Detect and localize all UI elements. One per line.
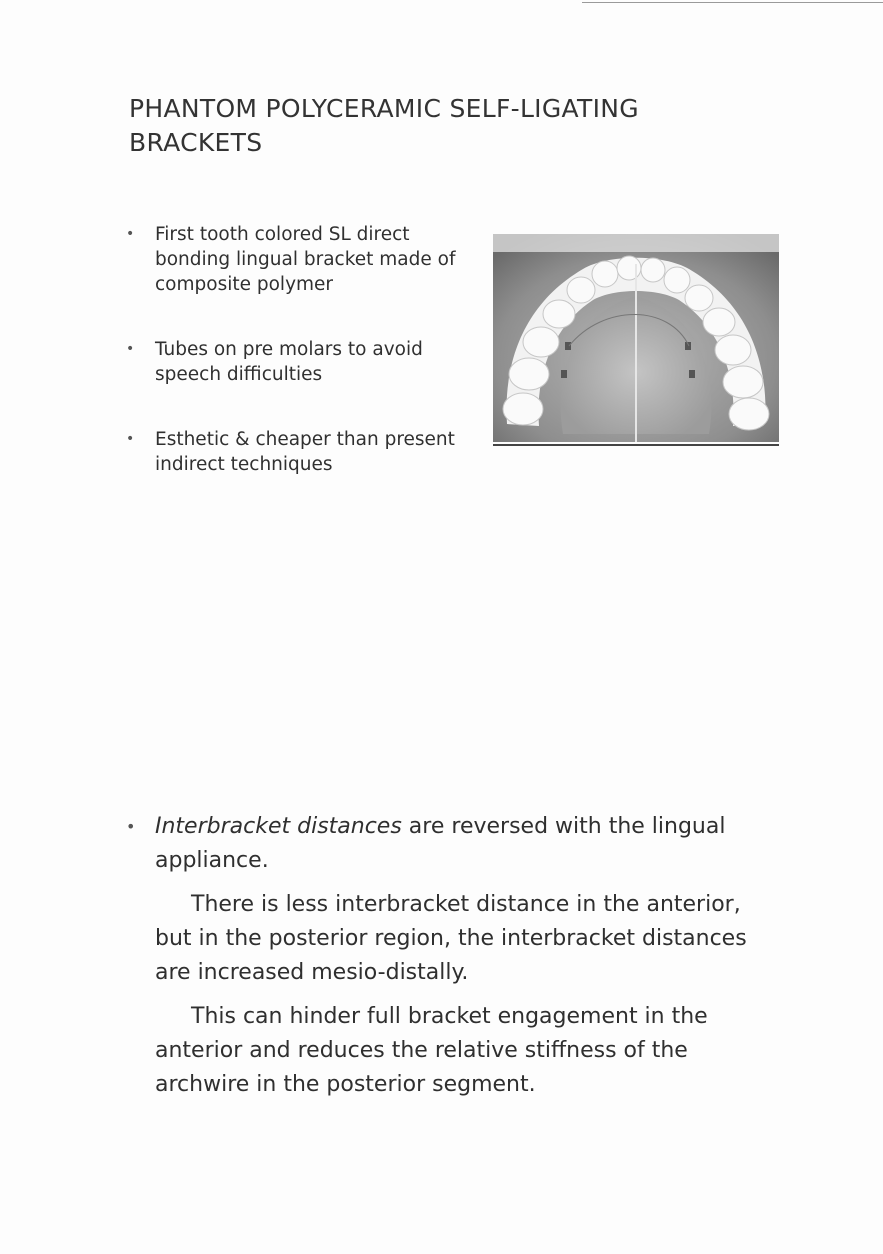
interbracket-statement: are reversed with the lingual appliance. (155, 814, 726, 873)
bullet-item (126, 222, 471, 297)
interbracket-section (126, 810, 776, 1102)
bullet-dot: • (126, 341, 135, 357)
paragraph-anterior-posterior: There is less interbracket distance in the anterior, but in the posterior region, the interbracket distances are increased mesio-distally. (155, 892, 747, 985)
bullet-dot: • (126, 431, 135, 447)
bullet-dot: • (126, 817, 136, 836)
page-title: PHANTOM POLYCERAMIC SELF-LIGATING BRACKETS (129, 94, 639, 157)
bullet-list (126, 222, 471, 517)
interbracket-bullet (126, 810, 776, 878)
interbracket-term: Interbracket distances (155, 814, 402, 839)
bullet-item (126, 427, 471, 477)
top-rule (582, 2, 883, 3)
bullet-item (126, 337, 471, 387)
lingual-bracket-photo (493, 234, 779, 446)
paragraph-engagement: This can hinder full bracket engagement in the anterior and reduces the relative stiffness of the archwire in the posterior segment. (155, 1004, 708, 1097)
bullet-dot: • (126, 226, 135, 242)
bullet-text: Esthetic & cheaper than present indirect techniques (155, 429, 455, 475)
bullet-text: First tooth colored SL direct bonding lingual bracket made of composite polymer (155, 224, 456, 295)
dental-arch-image (493, 234, 779, 442)
bullet-text: Tubes on pre molars to avoid speech difficulties (155, 339, 423, 385)
